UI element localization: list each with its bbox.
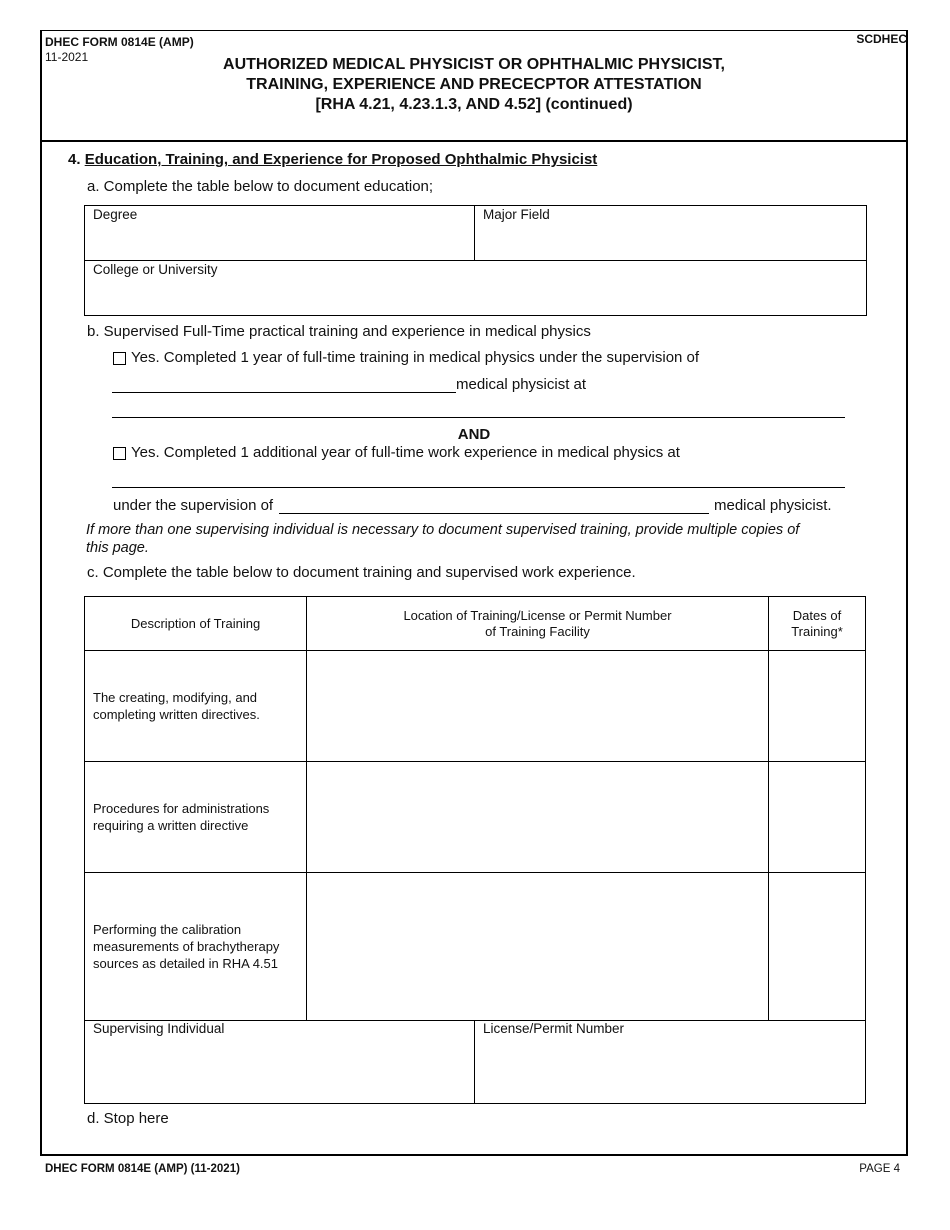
form-id: DHEC FORM 0814E (AMP) [45, 35, 194, 49]
table-row-description [84, 872, 307, 1021]
supervisor-suffix: medical physicist at [456, 376, 587, 393]
form-title-line-3: [RHA 4.21, 4.23.1.3, AND 4.52] (continued) [315, 96, 633, 113]
row-2-dates-cell[interactable] [768, 761, 866, 873]
college-field[interactable] [84, 260, 867, 316]
col-dates-label-2: Training* [791, 624, 843, 639]
item-a-text: a. Complete the table below to document education; [87, 178, 434, 195]
col-dates-header [768, 596, 866, 651]
degree-label: Degree [93, 207, 138, 222]
row-2-description [93, 800, 269, 834]
major-label: Major Field [483, 207, 550, 222]
row-3-location-cell[interactable] [306, 872, 769, 1021]
section-title: Education, Training, and Experience for Proposed Ophthalmic Physicist [84, 151, 598, 168]
col-description-label: Description of Training [130, 616, 261, 631]
header-divider [40, 140, 908, 142]
col-description-header [84, 596, 307, 651]
row-2-line-2: requiring a written directive [93, 818, 249, 833]
section-heading [68, 151, 597, 168]
col-location-label-2: of Training Facility [485, 624, 590, 639]
supervising-individual-label: Supervising Individual [93, 1021, 225, 1036]
item-c-text: c. Complete the table below to document training and supervised work experience. [87, 564, 636, 581]
row-3-dates-cell[interactable] [768, 872, 866, 1021]
license-number-label: License/Permit Number [483, 1021, 625, 1036]
table-row-description [84, 761, 307, 873]
multiple-supervisor-note: If more than one supervising individual is necessary to document supervised training, provide multiple copies of this page. [86, 522, 800, 556]
experience-supervisor-line[interactable] [279, 513, 709, 514]
supervisor-name-line[interactable] [112, 392, 456, 393]
college-label: College or University [93, 262, 218, 277]
row-2-line-1: Procedures for administrations [93, 801, 270, 816]
col-location-label-1: Location of Training/License or Permit Number [403, 608, 672, 623]
training-location-line[interactable] [112, 417, 845, 418]
and-separator: AND [457, 426, 491, 443]
agency-label: SCDHEC [856, 32, 907, 46]
row-1-dates-cell[interactable] [768, 650, 866, 762]
form-title-line-2: TRAINING, EXPERIENCE AND PRECECPTOR ATTESTATION [246, 76, 702, 93]
supervising-individual-field[interactable] [84, 1020, 475, 1104]
row-3-line-2: measurements of brachytherapy [93, 939, 280, 954]
row-3-line-3: sources as detailed in RHA 4.51 [93, 956, 278, 971]
footer-form-ref: DHEC FORM 0814E (AMP) (11-2021) [45, 1163, 240, 1175]
row-2-location-cell[interactable] [306, 761, 769, 873]
row-1-line-1: The creating, modifying, and [93, 690, 258, 705]
experience-year-option: Yes. Completed 1 additional year of full-time work experience in medical physics at [131, 444, 680, 461]
item-d-text: d. Stop here [87, 1110, 169, 1127]
major-field[interactable] [474, 205, 867, 261]
license-number-field[interactable] [474, 1020, 866, 1104]
experience-year-checkbox[interactable] [113, 447, 126, 460]
training-year-checkbox[interactable] [113, 352, 126, 365]
item-b-text: b. Supervised Full-Time practical training and experience in medical physics [87, 323, 591, 340]
form-date: 11-2021 [45, 50, 89, 64]
row-1-description [93, 689, 260, 723]
col-location-header [306, 596, 769, 651]
row-3-line-1: Performing the calibration [93, 922, 242, 937]
degree-field[interactable] [84, 205, 475, 261]
experience-location-line[interactable] [112, 487, 845, 488]
form-title-line-1: AUTHORIZED MEDICAL PHYSICIST OR OPHTHALMIC PHYSICIST, [223, 56, 725, 73]
training-year-option: Yes. Completed 1 year of full-time training in medical physics under the supervision of [131, 349, 700, 366]
row-1-location-cell[interactable] [306, 650, 769, 762]
col-dates-label-1: Dates of [792, 608, 842, 623]
supervision-suffix: medical physicist. [714, 497, 832, 514]
row-1-line-2: completing written directives. [93, 707, 260, 722]
page-number: PAGE 4 [859, 1163, 900, 1175]
table-row-description [84, 650, 307, 762]
supervision-prefix: under the supervision of [113, 497, 274, 514]
section-number: 4. [68, 151, 81, 168]
row-3-description [93, 921, 279, 972]
